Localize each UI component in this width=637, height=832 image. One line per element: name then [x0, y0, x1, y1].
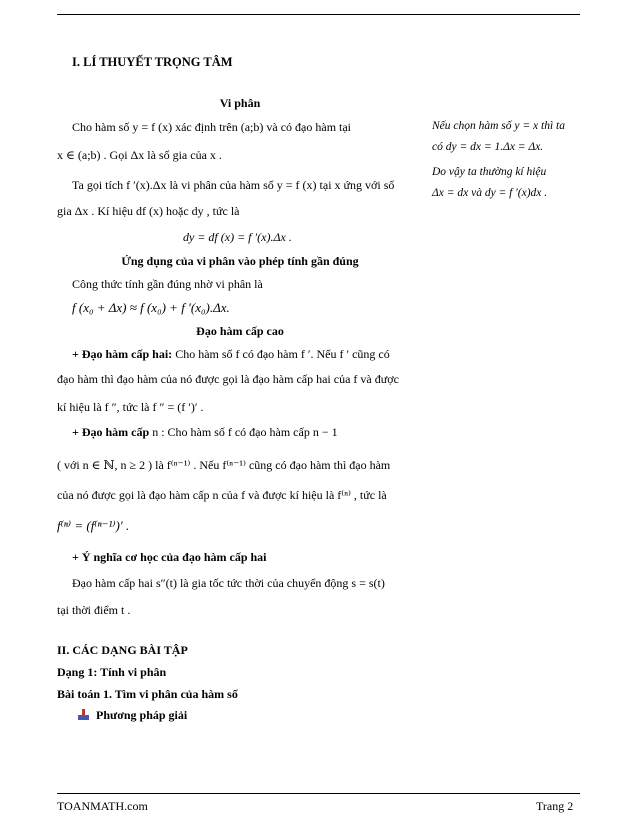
- y-nghia-line-2: tại thời điểm t .: [57, 603, 131, 617]
- footer-page-number: Trang 2: [536, 799, 574, 813]
- paragraph-1-line-1: Cho hàm số y = f (x) xác định trên (a;b) và có đạo hàm tại: [72, 120, 352, 134]
- second-derivative-line-3: kí hiệu là f ″, tức là f ″ = (f ′)′ .: [57, 400, 204, 414]
- second-derivative-line-1: [72, 347, 390, 362]
- sidebar-note-line-1: Nếu chọn hàm số y = x thì ta: [432, 120, 565, 132]
- nth-derivative-label: + Đạo hàm cấp: [72, 425, 150, 439]
- second-derivative-text: Cho hàm số f có đạo hàm f ′. Nếu f ′ cũng có: [172, 347, 390, 361]
- section-1-title: I. LÍ THUYẾT TRỌNG TÂM: [72, 55, 233, 69]
- paragraph-2-line-1: Ta gọi tích f ′(x).Δx là vi phân của hàm số y = f (x) tại x ứng với số: [72, 178, 395, 192]
- dao-ham-cap-cao-heading: Đạo hàm cấp cao: [196, 324, 284, 338]
- y-nghia-line-1: Đạo hàm cấp hai s″(t) là gia tốc tức thời của chuyển động s = s(t): [72, 576, 385, 590]
- nth-derivative-text: n : Cho hàm số f có đạo hàm cấp n − 1: [149, 425, 338, 439]
- differential-formula: dy = df (x) = f ′(x).Δx .: [183, 230, 292, 244]
- footer-site: TOANMATH.com: [57, 799, 148, 813]
- nth-derivative-line-1: [72, 425, 338, 440]
- approximation-formula: f (x₀ + Δx) ≈ f (x₀) + f ′(x₀).Δx.: [72, 300, 230, 315]
- vi-phan-heading: Vi phân: [219, 96, 261, 110]
- bai-toan-1-heading: Bài toán 1. Tìm vi phân của hàm số: [57, 687, 238, 701]
- footer-rule: [57, 793, 580, 794]
- nth-derivative-formula: f⁽ⁿ⁾ = (f⁽ⁿ⁻¹⁾)′ .: [57, 518, 130, 533]
- nth-derivative-line-3: của nó được gọi là đạo hàm cấp n của f và được kí hiệu là f⁽ⁿ⁾ , tức là: [57, 488, 387, 502]
- phuong-phap-heading: [77, 708, 187, 723]
- second-derivative-line-2: đạo hàm thì đạo hàm của nó được gọi là đạo hàm cấp hai của f và được: [57, 372, 399, 386]
- top-rule: [57, 14, 580, 15]
- paragraph-2-line-2: gia Δx . Kí hiệu df (x) hoặc dy , tức là: [57, 204, 240, 218]
- second-derivative-label: + Đạo hàm cấp hai:: [72, 347, 173, 361]
- paragraph-1-line-2: x ∈ (a;b) . Gọi Δx là số gia của x .: [57, 148, 222, 162]
- sidebar-note-line-4: Δx = dx và dy = f ′(x)dx .: [432, 187, 548, 199]
- pencil-bullet-icon: [77, 709, 90, 721]
- sidebar-note-line-3: Do vậy ta thường kí hiệu: [432, 166, 547, 178]
- section-2-title: II. CÁC DẠNG BÀI TẬP: [57, 643, 188, 657]
- approximation-intro: Công thức tính gần đúng nhờ vi phân là: [72, 277, 263, 291]
- y-nghia-heading: + Ý nghĩa cơ học của đạo hàm cấp hai: [72, 550, 267, 564]
- dang-1-heading: Dạng 1: Tính vi phân: [57, 665, 167, 679]
- ung-dung-heading: Ứng dụng của vi phân vào phép tính gần đúng: [121, 254, 359, 268]
- sidebar-note-line-2: có dy = dx = 1.Δx = Δx.: [432, 141, 544, 153]
- phuong-phap-label: Phương pháp giải: [96, 708, 188, 722]
- nth-derivative-line-2: ( với n ∈ ℕ, n ≥ 2 ) là f⁽ⁿ⁻¹⁾ . Nếu f⁽ⁿ⁻¹⁾ cũng có đạo hàm thì đạo hàm: [57, 458, 391, 472]
